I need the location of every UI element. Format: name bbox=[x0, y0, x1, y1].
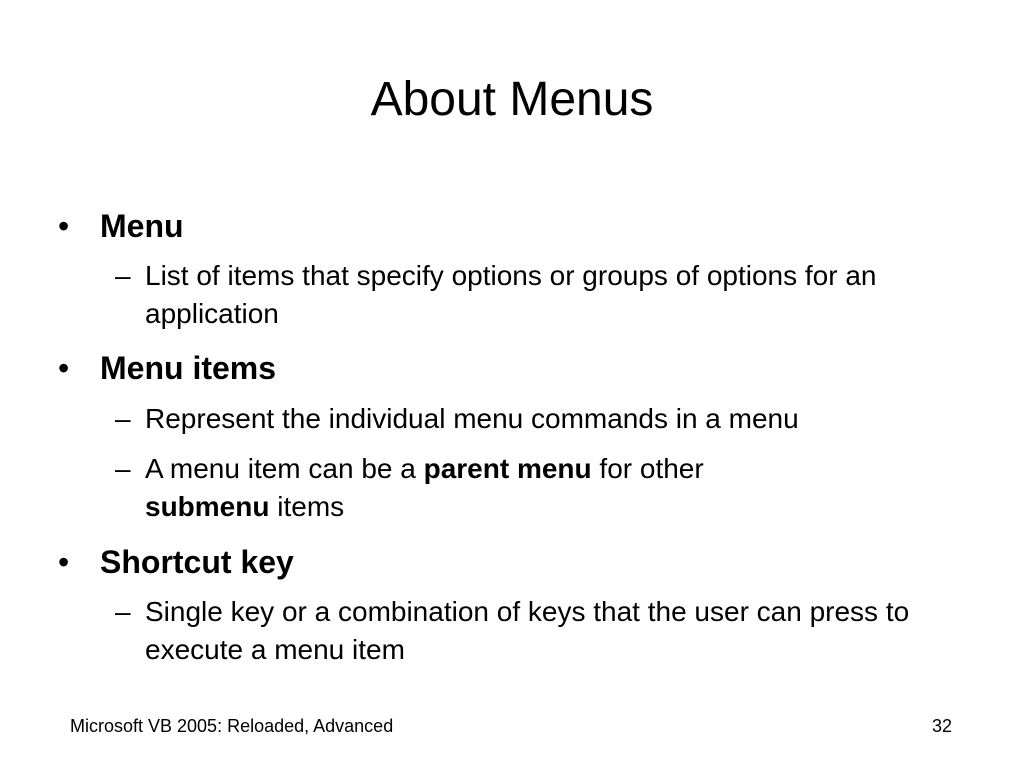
sub-dash: – bbox=[115, 260, 131, 291]
bullet-dot: • bbox=[58, 208, 70, 244]
slide-title: About Menus bbox=[370, 73, 654, 126]
sub-item-text: Represent the individual menu commands in a menu bbox=[145, 403, 799, 434]
sub-item-text: Single key or a combination of keys that the user can press to execute a menu item bbox=[145, 596, 910, 665]
bold-term-parent-menu: parent menu bbox=[423, 453, 592, 484]
text-run: for other bbox=[591, 453, 704, 484]
sub-dash: – bbox=[115, 596, 131, 627]
bullet-heading: Menu items bbox=[100, 350, 277, 386]
text-run: A menu item can be a bbox=[145, 453, 424, 484]
bullet-dot: • bbox=[58, 544, 70, 580]
bullet-heading: Shortcut key bbox=[100, 544, 294, 580]
sub-item-text bbox=[145, 450, 965, 526]
sub-dash: – bbox=[115, 453, 131, 484]
sub-dash: – bbox=[115, 403, 131, 434]
footer-page-number: 32 bbox=[931, 716, 952, 736]
text-run: items bbox=[269, 491, 345, 522]
bullet-heading: Menu bbox=[100, 208, 184, 244]
footer-course-title: Microsoft VB 2005: Reloaded, Advanced bbox=[70, 716, 394, 736]
sub-item-text: List of items that specify options or groups of options for an application bbox=[145, 260, 877, 329]
bold-term-submenu: submenu bbox=[145, 491, 270, 522]
bullet-dot: • bbox=[58, 350, 70, 386]
